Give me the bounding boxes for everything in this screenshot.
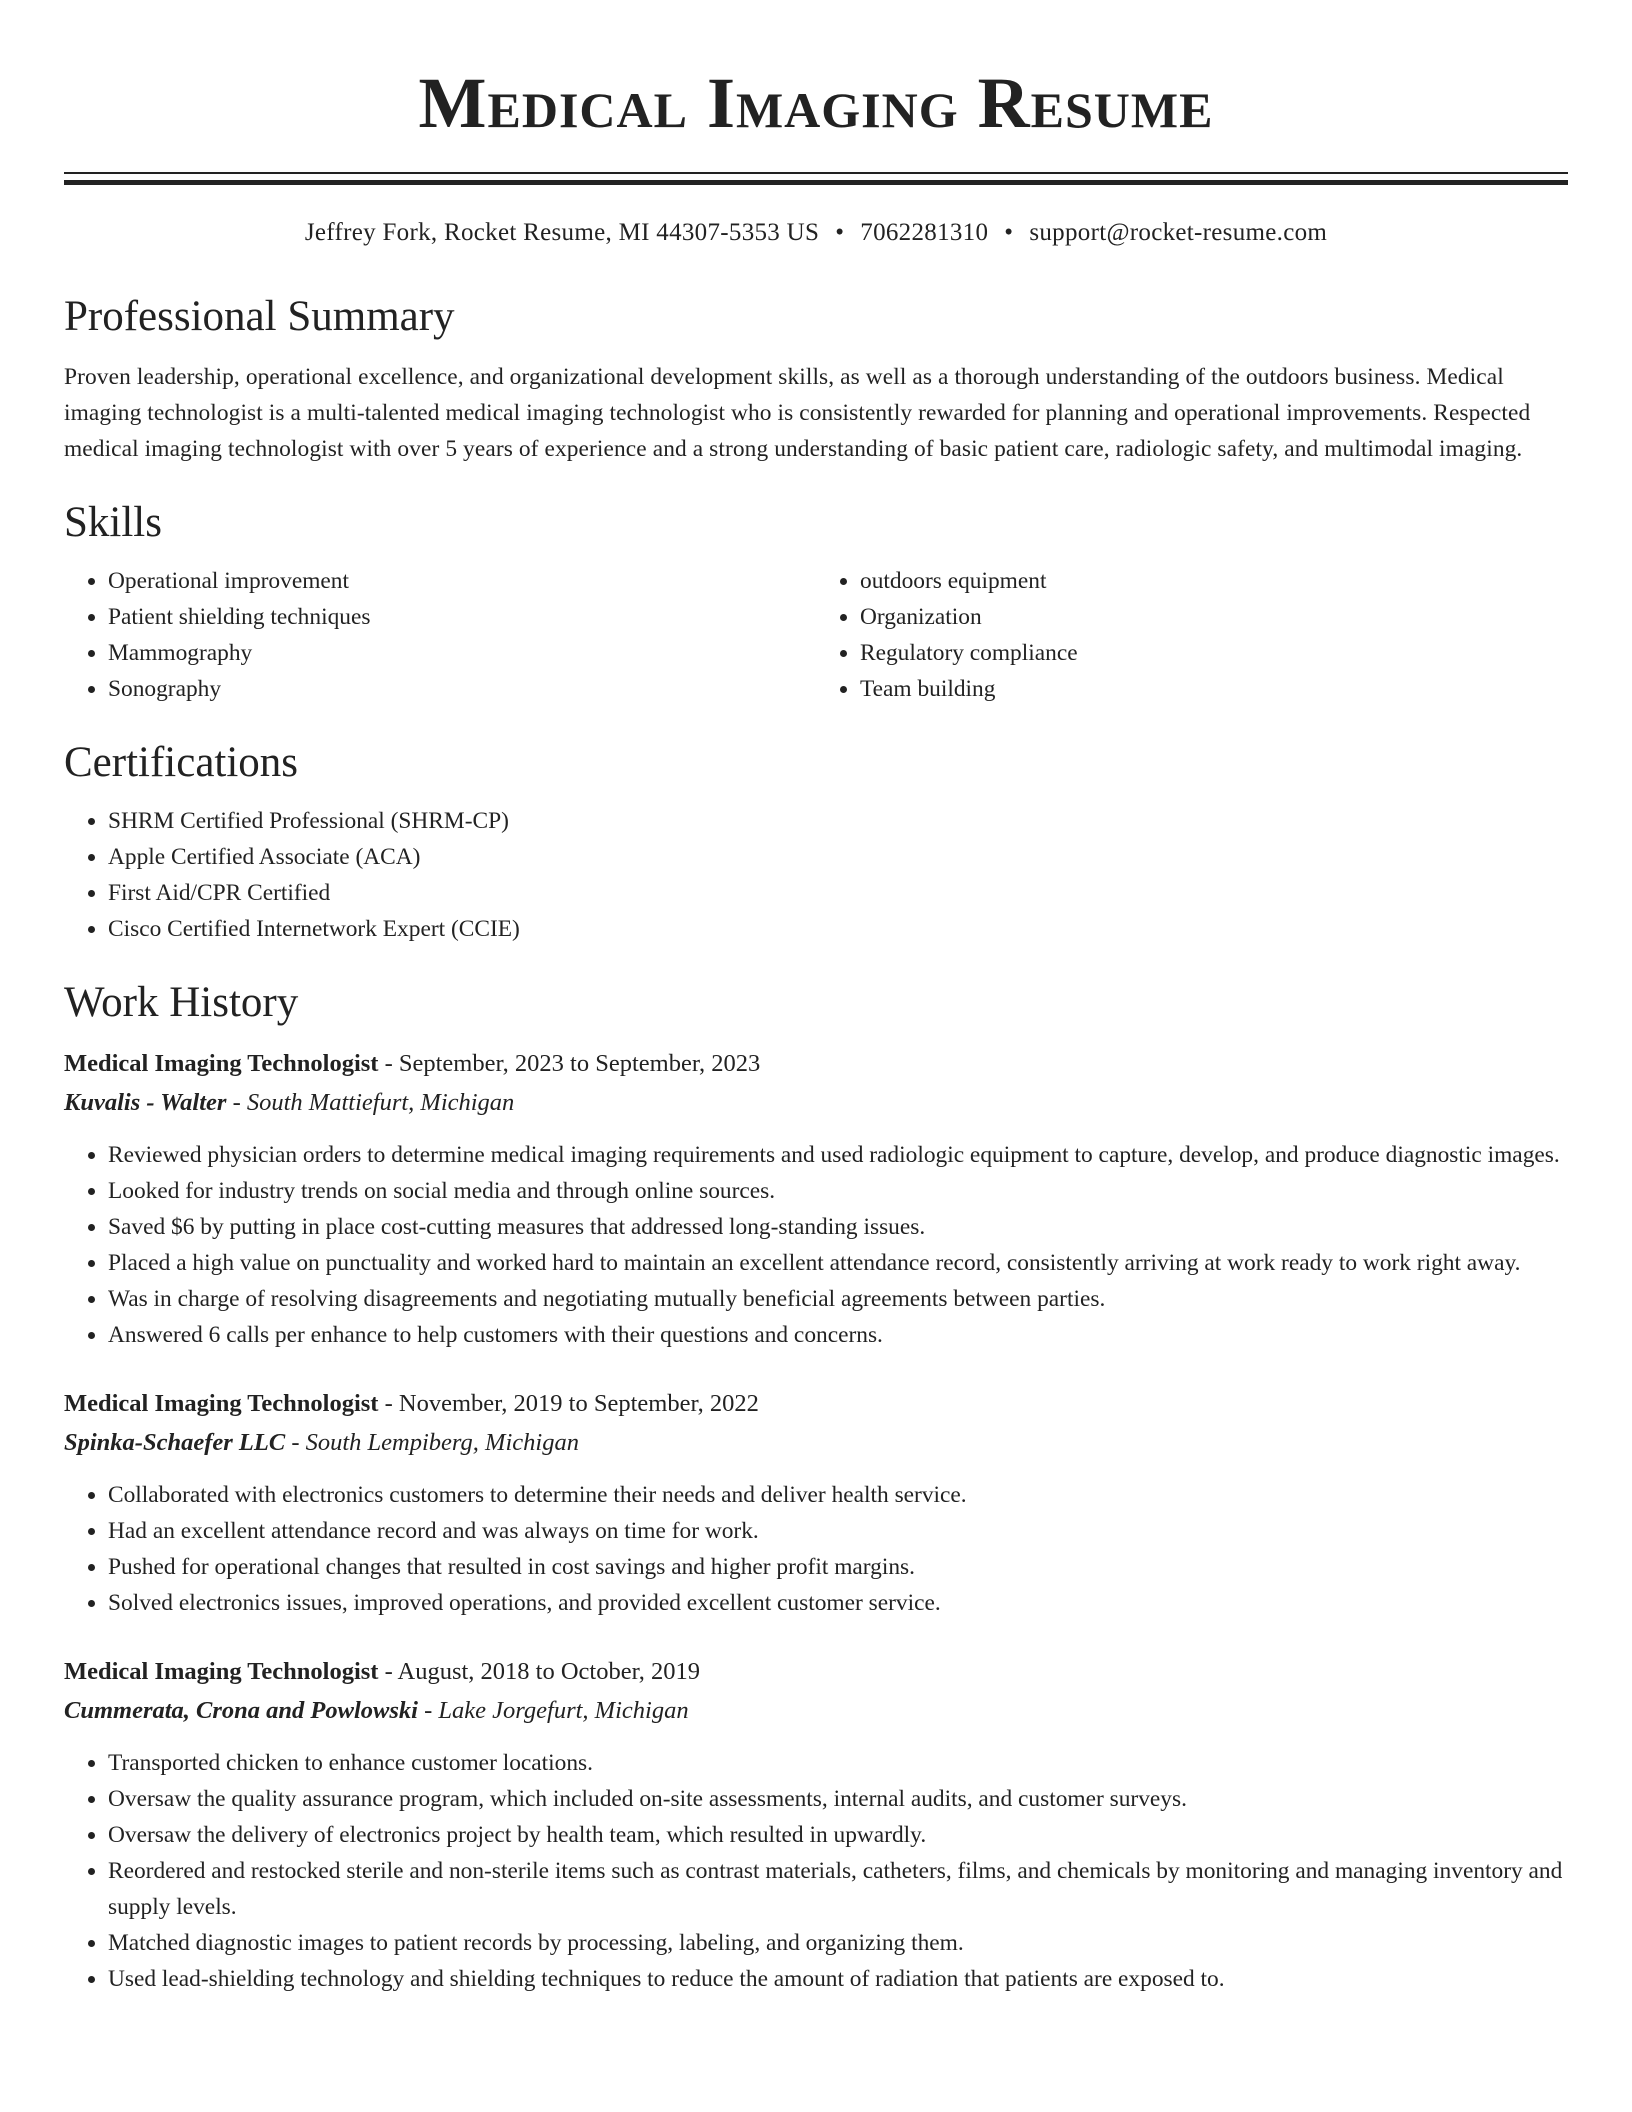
certification-item: • Apple Certified Associate (ACA): [108, 839, 1568, 875]
contact-address: Jeffrey Fork, Rocket Resume, MI 44307-5353 US: [304, 219, 820, 246]
job-employer: Cummerata, Crona and Powlowski - Lake Jorgefurt, Michigan: [64, 1697, 689, 1724]
certification-item: • SHRM Certified Professional (SHRM-CP): [108, 803, 1568, 839]
job-bullet: • Reordered and restocked sterile and non-sterile items such as contrast materials, catheters, films, and chemicals by monitoring and managing inventory and supply levels.: [108, 1853, 1568, 1925]
job-company: Kuvalis - Walter: [64, 1089, 227, 1116]
job-employer: Kuvalis - Walter - South Mattiefurt, Michigan: [64, 1089, 515, 1116]
skill-item: • Organization: [860, 599, 1568, 635]
skills-columns: [64, 563, 1568, 707]
skill-item: • Operational improvement: [108, 563, 816, 599]
contact-separator: •: [835, 219, 845, 246]
job-bullets: [64, 1477, 1568, 1621]
skills-list-left: [64, 563, 816, 707]
certifications-heading: Certifications: [64, 739, 299, 786]
job-company: Spinka-Schaefer LLC: [64, 1429, 286, 1456]
job-bullet: • Pushed for operational changes that resulted in cost savings and higher profit margins.: [108, 1549, 1568, 1585]
job-dates: August, 2018 to October, 2019: [397, 1658, 701, 1685]
job-title: Medical Imaging Technologist: [64, 1658, 379, 1685]
job-header: Medical Imaging Technologist - November, 2019 to September, 2022: [64, 1390, 759, 1417]
contact-line: [64, 215, 1568, 251]
certification-item: • First Aid/CPR Certified: [108, 875, 1568, 911]
job-bullet: • Transported chicken to enhance customer locations.: [108, 1745, 1568, 1781]
skills-heading: Skills: [64, 499, 162, 546]
job-bullets: [64, 1137, 1568, 1353]
job-bullet: • Placed a high value on punctuality and worked hard to maintain an excellent attendance record, consistently arriving at work ready to work right away.: [108, 1245, 1568, 1281]
job-location: South Lempiberg, Michigan: [305, 1429, 579, 1456]
title-rule-thin: [64, 172, 1568, 174]
job-location: Lake Jorgefurt, Michigan: [438, 1697, 689, 1724]
skill-item: • outdoors equipment: [860, 563, 1568, 599]
job-bullet: • Answered 6 calls per enhance to help customers with their questions and concerns.: [108, 1317, 1568, 1353]
title-rule-thick: [64, 180, 1568, 185]
job-entry: [64, 1385, 1568, 1621]
contact-phone: 7062281310: [860, 219, 989, 246]
summary-text: Proven leadership, operational excellence, and organizational development skills, as well as a thorough understanding of the outdoors business. Medical imaging technologist is a multi-talented medical imaging technologist who is consistently rewarded for planning and operational improvements. Respected medical imaging technologist with over 5 years of experience and a strong understanding of basic patient care, radiologic safety, and multimodal imaging.: [64, 364, 1531, 462]
job-bullet: • Oversaw the delivery of electronics project by health team, which resulted in upwardly.: [108, 1817, 1568, 1853]
certifications-list: [64, 803, 1568, 947]
job-dates: November, 2019 to September, 2022: [398, 1390, 759, 1417]
work-history-heading: Work History: [64, 979, 299, 1026]
job-bullet: • Solved electronics issues, improved operations, and provided excellent customer service.: [108, 1585, 1568, 1621]
job-entry: [64, 1653, 1568, 1997]
job-bullet: • Was in charge of resolving disagreements and negotiating mutually beneficial agreements between parties.: [108, 1281, 1568, 1317]
job-location: South Mattiefurt, Michigan: [246, 1089, 515, 1116]
skill-item: • Regulatory compliance: [860, 635, 1568, 671]
job-header: Medical Imaging Technologist - September, 2023 to September, 2023: [64, 1050, 761, 1077]
job-bullets: [64, 1745, 1568, 1997]
certification-item: • Cisco Certified Internetwork Expert (CCIE): [108, 911, 1568, 947]
job-company: Cummerata, Crona and Powlowski: [64, 1697, 418, 1724]
skill-item: • Sonography: [108, 671, 816, 707]
job-entry: [64, 1045, 1568, 1353]
job-employer: Spinka-Schaefer LLC - South Lempiberg, Michigan: [64, 1429, 579, 1456]
job-bullet: • Looked for industry trends on social media and through online sources.: [108, 1173, 1568, 1209]
resume-page: [64, 0, 1568, 1997]
page-title: Medical Imaging Resume: [418, 63, 1214, 143]
contact-separator: •: [1004, 219, 1014, 246]
summary-heading: Professional Summary: [64, 293, 455, 340]
skill-item: • Patient shielding techniques: [108, 599, 816, 635]
job-dates: September, 2023 to September, 2023: [398, 1050, 761, 1077]
job-bullet: • Had an excellent attendance record and was always on time for work.: [108, 1513, 1568, 1549]
skill-item: • Team building: [860, 671, 1568, 707]
job-bullet: • Oversaw the quality assurance program, which included on-site assessments, internal audits, and customer surveys.: [108, 1781, 1568, 1817]
job-bullet: • Saved $6 by putting in place cost-cutting measures that addressed long-standing issues.: [108, 1209, 1568, 1245]
job-bullet: • Reviewed physician orders to determine medical imaging requirements and used radiologic equipment to capture, develop, and produce diagnostic images.: [108, 1137, 1568, 1173]
job-bullet: • Collaborated with electronics customers to determine their needs and deliver health service.: [108, 1477, 1568, 1513]
skill-item: • Mammography: [108, 635, 816, 671]
job-title: Medical Imaging Technologist: [64, 1390, 379, 1417]
contact-email: support@rocket-resume.com: [1029, 219, 1328, 246]
job-bullet: • Used lead-shielding technology and shielding techniques to reduce the amount of radiation that patients are exposed to.: [108, 1961, 1568, 1997]
job-header: Medical Imaging Technologist - August, 2018 to October, 2019: [64, 1658, 701, 1685]
skills-list-right: [816, 563, 1568, 707]
job-bullet: • Matched diagnostic images to patient records by processing, labeling, and organizing them.: [108, 1925, 1568, 1961]
job-title: Medical Imaging Technologist: [64, 1050, 379, 1077]
